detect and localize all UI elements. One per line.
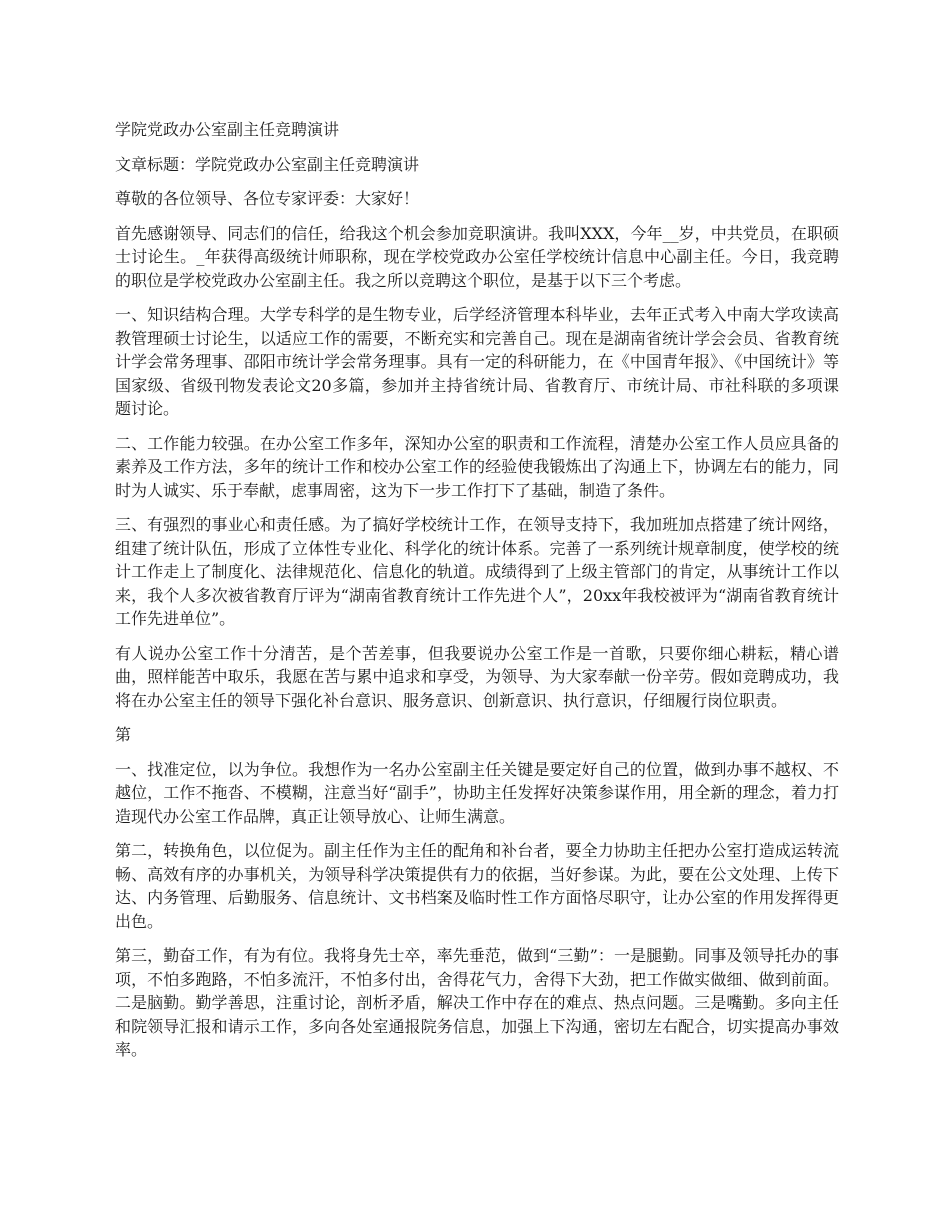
- point-3-paragraph: 三、有强烈的事业心和责任感。为了搞好学校统计工作，在领导支持下，我加班加点搭建了统计网络，组建了统计队伍，形成了立体性专业化、科学化的统计体系。完善了一系列统计规章制度，使学校的统计工作走上了制度化、法律规范化、信息化的轨道。成绩得到了上级主管部门的肯定，从事统计工作以来，我个人多次被省教育厅评为“湖南省教育统计工作先进个人”，20xx年我校被评为“湖南省教育统计工作先进单位”。: [115, 515, 839, 628]
- plan-2-paragraph: 第二，转换角色，以位促为。副主任作为主任的配角和补台者，要全力协助主任把办公室打造成运转流畅、高效有序的办事机关，为领导科学决策提供有力的依据，当好参谋。为此，要在公文处理、上传下达、内务管理、后勤服务、信息统计、文书档案及临时性工作方面恪尽职守，让办公室的作用发挥得更出色。: [115, 841, 839, 931]
- document-title: 学院党政办公室副主任竞聘演讲: [115, 120, 340, 139]
- point-2-paragraph: 二、工作能力较强。在办公室工作多年，深知办公室的职责和工作流程，清楚办公室工作人员应具备的素养及工作方法，多年的统计工作和校办公室工作的经验使我锻炼出了沟通上下，协调左右的能力，同时为人诚实、乐于奉献，虑事周密，这为下一步工作打下了基础，制造了条件。: [115, 433, 839, 500]
- song-paragraph: 有人说办公室工作十分清苦，是个苦差事，但我要说办公室工作是一首歌，只要你细心耕耘，精心谱曲，照样能苦中取乐，我愿在苦与累中追求和享受，为领导、为大家奉献一份辛劳。假如竞聘成功，我将在办公室主任的领导下强化补台意识、服务意识、创新意识、执行意识，仔细履行岗位职责。: [115, 643, 839, 710]
- point-1-paragraph: 一、知识结构合理。大学专科学的是生物专业，后学经济管理本科毕业，去年正式考入中南大学攻读高教管理硕士讨论生，以适应工作的需要，不断充实和完善自己。现在是湖南省统计学会会员、省教育统计学会常务理事、邵阳市统计学会常务理事。具有一定的科研能力，在《中国青年报》、《中国统计》等国家级、省级刊物发表论文20多篇，参加并主持省统计局、省教育厅、市统计局、市社科联的多项课题讨论。: [115, 305, 839, 418]
- article-title-line: 文章标题：学院党政办公室副主任竞聘演讲: [115, 154, 420, 174]
- plan-1-paragraph: 一、找准定位，以为争位。我想作为一名办公室副主任关键是要定好自己的位置，做到办事不越权、不越位，工作不拖沓、不模糊，注意当好“副手”，协助主任发挥好决策参谋作用，用全新的理念，着力打造现代办公室工作品牌，真正让领导放心、让师生满意。: [115, 759, 839, 826]
- intro-paragraph: 首先感谢领导、同志们的信任，给我这个机会参加竞职演讲。我叫XXX，今年__岁，中共党员，在职硕士讨论生。_年获得高级统计师职称，现在学校党政办公室任学校统计信息中心副主任。今日，我竞聘的职位是学校党政办公室副主任。我之所以竞聘这个职位，是基于以下三个考虑。: [115, 223, 839, 290]
- fragment-paragraph: 第: [115, 725, 132, 744]
- document-page: [115, 118, 839, 1073]
- plan-3-paragraph: 第三，勤奋工作，有为有位。我将身先士卒，率先垂范，做到“三勤”：一是腿勤。同事及领导托办的事项，不怕多跑路，不怕多流汗，不怕多付出，舍得花气力，舍得下大劲，把工作做实做细、做到前面。二是脑勤。勤学善思，注重讨论，剖析矛盾，解决工作中存在的难点、热点问题。三是嘴勤。多向主任和院领导汇报和请示工作，多向各处室通报院务信息，加强上下沟通，密切左右配合，切实提高办事效率。: [115, 946, 839, 1059]
- greeting-paragraph: 尊敬的各位领导、各位专家评委：大家好！: [115, 189, 420, 208]
